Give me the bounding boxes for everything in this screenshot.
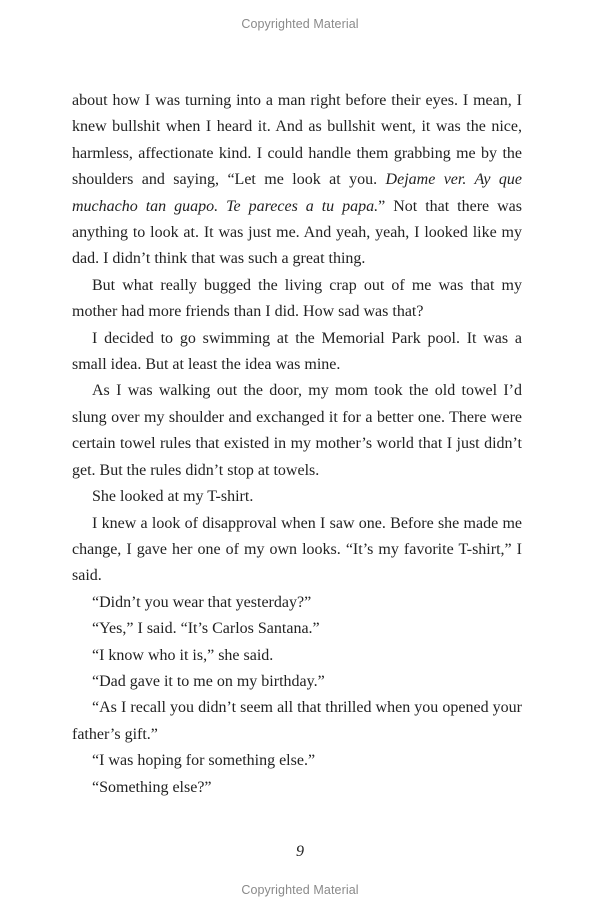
paragraph: “Didn’t you wear that yesterday?” [92,593,312,611]
paragraph: But what really bugged the living crap out of me was that my mother had more friends than I did. How sad was that? [72,276,522,321]
paragraph: “As I recall you didn’t seem all that thrilled when you opened your father’s gift.” [72,699,522,743]
copyright-watermark-top: Copyrighted Material [241,17,359,31]
paragraph-text: ” Not that there was anything to look at. It was just me. And yeah, yeah, I looked like my dad. I didn’t think that was such a great thing. [72,197,523,268]
paragraph: “I was hoping for something else.” [92,752,316,770]
paragraph: As I was walking out the door, my mom took the old towel I’d slung over my shoulder and exchanged it for a better one. There were certain towel rules that existed in my mother’s world that I just didn’t get. But the rules didn’t stop at towels. [72,382,522,479]
paragraph: “Something else?” [92,778,212,796]
paragraph: I knew a look of disapproval when I saw one. Before she made me change, I gave her one of my own looks. “It’s my favorite T-shirt,” I said. [72,514,522,585]
paragraph-italic-text: Dejame ver. Ay que muchacho tan guapo. Te pareces a tu papa. [72,171,523,215]
copyright-watermark-bottom: Copyrighted Material [241,883,359,897]
paragraph: She looked at my T-shirt. [92,488,254,506]
body-text [72,88,522,801]
paragraph: “Dad gave it to me on my birthday.” [92,672,325,690]
paragraph: I decided to go swimming at the Memorial Park pool. It was a small idea. But at least the idea was mine. [72,329,522,374]
paragraph: “Yes,” I said. “It’s Carlos Santana.” [92,620,320,638]
paragraph-text: about how I was turning into a man right before their eyes. I mean, I knew bullshit when I heard it. And as bullshit went, it was the nice, harmless, affectionate kind. I could handle them grabbing me by the shoulders and saying, “Let me look at you. [72,92,522,189]
paragraph [72,88,522,273]
paragraph: “I know who it is,” she said. [92,646,274,664]
page-number: 9 [296,843,304,860]
